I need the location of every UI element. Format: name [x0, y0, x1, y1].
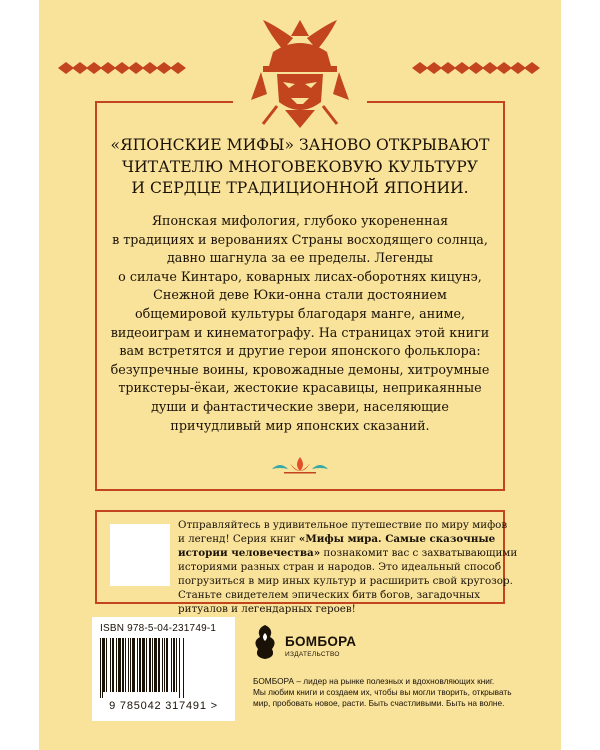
barcode-bar [102, 638, 103, 698]
description-text [102, 212, 498, 435]
headline-line: ЧИТАТЕЛЮ МНОГОВЕКОВУЮ КУЛЬТУРУ [122, 157, 478, 176]
isbn-text: ISBN 978-5-04-231749-1 [100, 623, 217, 634]
decorative-border-right-icon [405, 62, 540, 74]
barcode-bar [132, 638, 135, 692]
description-line: видеоиграм и кинематографу. На страницах этой книги [110, 324, 490, 340]
barcode-bar [158, 638, 160, 692]
series-text-span: и легенд! Серия книг [178, 533, 299, 545]
series-title-part: «Мифы мира. Самые сказочные [298, 533, 496, 545]
description-line: причудливый мир японских сказаний. [170, 417, 430, 433]
barcode-bar [142, 638, 145, 692]
barcode-bar [154, 638, 157, 692]
barcode-bar [106, 638, 107, 692]
series-line [178, 546, 518, 560]
series-description [178, 518, 518, 616]
series-line [178, 532, 504, 546]
barcode-bar [164, 638, 165, 692]
series-line: Станьте свидетелем эпических битв богов, загадочных [178, 589, 481, 601]
series-line: ритуалов и легендарных героев! [178, 603, 356, 615]
series-title-part: истории человечества» [178, 547, 321, 559]
series-line: погрузиться в мир иных культур и расширить свой кругозор. [178, 575, 513, 587]
description-line: общемировой культуры благодаря манге, аниме, [134, 305, 466, 321]
barcode-bar [110, 638, 111, 692]
barcode-bar [130, 638, 131, 692]
barcode-bar [179, 638, 180, 698]
barcode-bar [116, 638, 117, 692]
publisher-line: Мы любим книги и создаем их, чтобы вы могли творить, открывать [253, 687, 512, 698]
bombora-logo-icon [252, 623, 278, 661]
publisher-line: БОМБОРА – лидер на рынке полезных и вдохновляющих книг. [253, 676, 495, 686]
description-line: в традициях и верованиях Страны восходящего солнца, [112, 231, 488, 247]
barcode-bar [122, 638, 124, 692]
series-emblem [110, 524, 170, 586]
barcode-number: 9 785042 317491 > [109, 700, 218, 712]
headline-line: «ЯПОНСКИЕ МИФЫ» ЗАНОВО ОТКРЫВАЮТ [110, 136, 490, 154]
publisher-line: мир, пробовать новое, расти. Быть счастливыми. Быть на волне. [253, 698, 505, 709]
description-line: Японская мифология, глубоко укорененная [151, 213, 449, 228]
decorative-border-left-icon [58, 62, 193, 74]
publisher-name: БОМБОРА [285, 634, 357, 649]
barcode-bar [100, 638, 101, 698]
barcode-bar [166, 638, 168, 692]
headline-line: И СЕРДЦЕ ТРАДИЦИОННОЙ ЯПОНИИ. [131, 179, 469, 197]
description-line: безупречные воины, кровожадные демоны, хитроумные [110, 361, 490, 377]
series-text-span: познакомит вас с захватывающими [320, 547, 518, 559]
barcode-bar [146, 638, 147, 692]
barcode-bar [176, 638, 177, 692]
description-line: души и фантастические звери, населяющие [151, 398, 449, 414]
publisher-description [253, 676, 512, 710]
barcode-bar [103, 638, 105, 692]
description-line: давно шагнула за ее пределы. Легенды [166, 250, 434, 266]
barcode-bar [125, 638, 126, 692]
description-line: Снежной деве Юки-онна стали достоянием [153, 287, 447, 303]
barcode-bar [152, 638, 153, 692]
barcode-bar [137, 638, 138, 692]
barcode-bar [139, 638, 141, 692]
barcode-bar [171, 638, 172, 692]
barcode-bar [118, 638, 121, 692]
description-line: вам встретятся и другие герои японского фольклора: [119, 343, 481, 359]
barcode-bar [162, 638, 163, 692]
barcode-bar [183, 638, 184, 698]
barcode-bar [128, 638, 129, 692]
barcode-bar [112, 638, 114, 692]
samurai-helmet-icon [233, 18, 367, 130]
lotus-icon [266, 455, 334, 475]
description-line: трикстеры-ёкаи, жестокие красавицы, неприкаянные [118, 380, 482, 396]
description-line: о силаче Кинтаро, коварных лисах-оборотнях кицунэ, [118, 268, 482, 284]
barcode-icon [100, 638, 228, 698]
headline [100, 135, 500, 200]
barcode-bar [149, 638, 151, 692]
barcode-bar [173, 638, 175, 692]
series-line: Отправляйтесь в удивительное путешествие по миру мифов [178, 519, 508, 531]
series-line: историями разных стран и народов. Это идеальный способ [178, 561, 502, 573]
publisher-subtitle: ИЗДАТЕЛЬСТВО [285, 651, 340, 658]
